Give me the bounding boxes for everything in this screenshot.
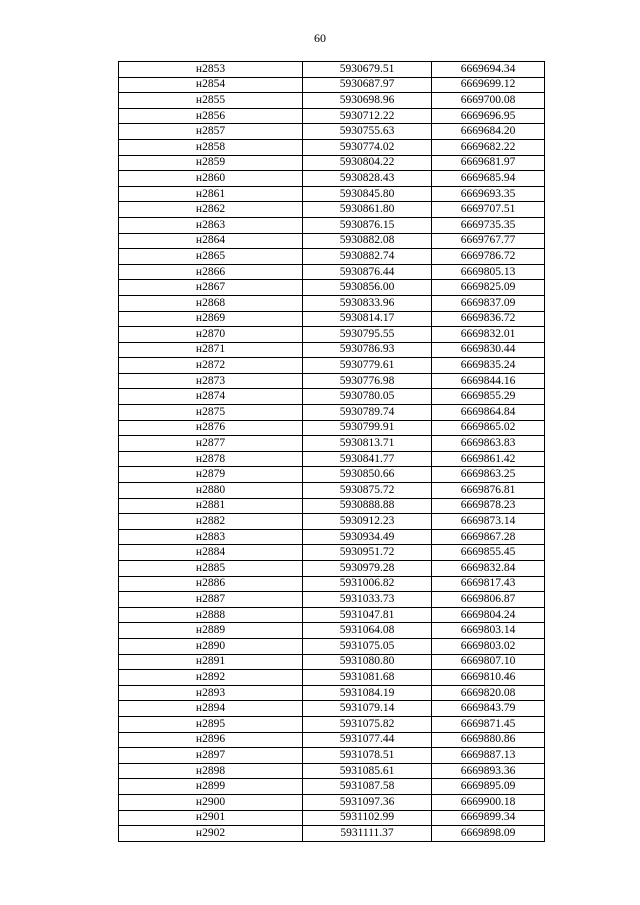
y-coordinate-cell: 6669807.10 <box>432 654 545 670</box>
point-id-cell: н2853 <box>119 62 303 78</box>
x-coordinate-cell: 5931097.36 <box>303 794 432 810</box>
y-coordinate-cell: 6669805.13 <box>432 264 545 280</box>
table-row <box>119 186 545 202</box>
x-coordinate-cell: 5931075.05 <box>303 638 432 654</box>
x-coordinate-cell: 5931006.82 <box>303 576 432 592</box>
point-id-cell: н2868 <box>119 295 303 311</box>
table-row <box>119 311 545 327</box>
table-row <box>119 592 545 608</box>
y-coordinate-cell: 6669810.46 <box>432 670 545 686</box>
table-row <box>119 62 545 78</box>
y-coordinate-cell: 6669899.34 <box>432 810 545 826</box>
point-id-cell: н2892 <box>119 670 303 686</box>
table-row <box>119 545 545 561</box>
table-row <box>119 202 545 218</box>
x-coordinate-cell: 5930979.28 <box>303 561 432 577</box>
point-id-cell: н2858 <box>119 139 303 155</box>
table-row <box>119 389 545 405</box>
y-coordinate-cell: 6669887.13 <box>432 748 545 764</box>
point-id-cell: н2896 <box>119 732 303 748</box>
table-row <box>119 763 545 779</box>
point-id-cell: н2898 <box>119 763 303 779</box>
y-coordinate-cell: 6669876.81 <box>432 483 545 499</box>
x-coordinate-cell: 5931077.44 <box>303 732 432 748</box>
table-row <box>119 373 545 389</box>
point-id-cell: н2899 <box>119 779 303 795</box>
y-coordinate-cell: 6669855.29 <box>432 389 545 405</box>
table-row <box>119 358 545 374</box>
x-coordinate-cell: 5930698.96 <box>303 93 432 109</box>
x-coordinate-cell: 5930876.44 <box>303 264 432 280</box>
x-coordinate-cell: 5930934.49 <box>303 529 432 545</box>
table-row <box>119 779 545 795</box>
x-coordinate-cell: 5930845.80 <box>303 186 432 202</box>
point-id-cell: н2897 <box>119 748 303 764</box>
y-coordinate-cell: 6669895.09 <box>432 779 545 795</box>
y-coordinate-cell: 6669707.51 <box>432 202 545 218</box>
point-id-cell: н2870 <box>119 327 303 343</box>
x-coordinate-cell: 5931079.14 <box>303 701 432 717</box>
x-coordinate-cell: 5930786.93 <box>303 342 432 358</box>
y-coordinate-cell: 6669898.09 <box>432 826 545 842</box>
y-coordinate-cell: 6669855.45 <box>432 545 545 561</box>
table-row <box>119 794 545 810</box>
table-row <box>119 576 545 592</box>
table-row <box>119 483 545 499</box>
x-coordinate-cell: 5930776.98 <box>303 373 432 389</box>
x-coordinate-cell: 5930779.61 <box>303 358 432 374</box>
point-id-cell: н2895 <box>119 716 303 732</box>
x-coordinate-cell: 5930795.55 <box>303 327 432 343</box>
x-coordinate-cell: 5931087.58 <box>303 779 432 795</box>
point-id-cell: н2889 <box>119 623 303 639</box>
table-row <box>119 124 545 140</box>
table-row <box>119 561 545 577</box>
x-coordinate-cell: 5930712.22 <box>303 108 432 124</box>
x-coordinate-cell: 5930687.97 <box>303 77 432 93</box>
point-id-cell: н2872 <box>119 358 303 374</box>
y-coordinate-cell: 6669832.84 <box>432 561 545 577</box>
point-id-cell: н2877 <box>119 436 303 452</box>
y-coordinate-cell: 6669843.79 <box>432 701 545 717</box>
table-row <box>119 217 545 233</box>
y-coordinate-cell: 6669865.02 <box>432 420 545 436</box>
x-coordinate-cell: 5931080.80 <box>303 654 432 670</box>
x-coordinate-cell: 5931064.08 <box>303 623 432 639</box>
y-coordinate-cell: 6669830.44 <box>432 342 545 358</box>
point-id-cell: н2893 <box>119 685 303 701</box>
table-row <box>119 327 545 343</box>
y-coordinate-cell: 6669832.01 <box>432 327 545 343</box>
y-coordinate-cell: 6669693.35 <box>432 186 545 202</box>
y-coordinate-cell: 6669835.24 <box>432 358 545 374</box>
x-coordinate-cell: 5930912.23 <box>303 514 432 530</box>
y-coordinate-cell: 6669871.45 <box>432 716 545 732</box>
y-coordinate-cell: 6669867.28 <box>432 529 545 545</box>
table-row <box>119 701 545 717</box>
point-id-cell: н2866 <box>119 264 303 280</box>
x-coordinate-cell: 5930813.71 <box>303 436 432 452</box>
point-id-cell: н2875 <box>119 405 303 421</box>
table-row <box>119 233 545 249</box>
x-coordinate-cell: 5930850.66 <box>303 467 432 483</box>
table-row <box>119 826 545 842</box>
point-id-cell: н2886 <box>119 576 303 592</box>
y-coordinate-cell: 6669786.72 <box>432 249 545 265</box>
y-coordinate-cell: 6669880.86 <box>432 732 545 748</box>
point-id-cell: н2871 <box>119 342 303 358</box>
x-coordinate-cell: 5930861.80 <box>303 202 432 218</box>
point-id-cell: н2859 <box>119 155 303 171</box>
point-id-cell: н2901 <box>119 810 303 826</box>
table-row <box>119 716 545 732</box>
x-coordinate-cell: 5930833.96 <box>303 295 432 311</box>
x-coordinate-cell: 5930814.17 <box>303 311 432 327</box>
point-id-cell: н2881 <box>119 498 303 514</box>
y-coordinate-cell: 6669681.97 <box>432 155 545 171</box>
y-coordinate-cell: 6669803.14 <box>432 623 545 639</box>
point-id-cell: н2884 <box>119 545 303 561</box>
y-coordinate-cell: 6669700.08 <box>432 93 545 109</box>
x-coordinate-cell: 5930876.15 <box>303 217 432 233</box>
point-id-cell: н2861 <box>119 186 303 202</box>
y-coordinate-cell: 6669694.34 <box>432 62 545 78</box>
point-id-cell: н2883 <box>119 529 303 545</box>
point-id-cell: н2869 <box>119 311 303 327</box>
y-coordinate-cell: 6669878.23 <box>432 498 545 514</box>
x-coordinate-cell: 5931084.19 <box>303 685 432 701</box>
point-id-cell: н2887 <box>119 592 303 608</box>
point-id-cell: н2873 <box>119 373 303 389</box>
table-row <box>119 498 545 514</box>
table-row <box>119 155 545 171</box>
point-id-cell: н2867 <box>119 280 303 296</box>
x-coordinate-cell: 5931111.37 <box>303 826 432 842</box>
y-coordinate-cell: 6669696.95 <box>432 108 545 124</box>
y-coordinate-cell: 6669844.16 <box>432 373 545 389</box>
y-coordinate-cell: 6669806.87 <box>432 592 545 608</box>
y-coordinate-cell: 6669836.72 <box>432 311 545 327</box>
table-row <box>119 108 545 124</box>
point-id-cell: н2879 <box>119 467 303 483</box>
table-row <box>119 93 545 109</box>
table-row <box>119 249 545 265</box>
point-id-cell: н2860 <box>119 171 303 187</box>
coordinates-table <box>118 61 545 842</box>
point-id-cell: н2882 <box>119 514 303 530</box>
y-coordinate-cell: 6669817.43 <box>432 576 545 592</box>
table-row <box>119 264 545 280</box>
table-row <box>119 638 545 654</box>
x-coordinate-cell: 5930804.22 <box>303 155 432 171</box>
y-coordinate-cell: 6669685.94 <box>432 171 545 187</box>
table-row <box>119 623 545 639</box>
y-coordinate-cell: 6669699.12 <box>432 77 545 93</box>
point-id-cell: н2890 <box>119 638 303 654</box>
point-id-cell: н2888 <box>119 607 303 623</box>
y-coordinate-cell: 6669820.08 <box>432 685 545 701</box>
x-coordinate-cell: 5930856.00 <box>303 280 432 296</box>
y-coordinate-cell: 6669864.84 <box>432 405 545 421</box>
y-coordinate-cell: 6669893.36 <box>432 763 545 779</box>
x-coordinate-cell: 5930951.72 <box>303 545 432 561</box>
y-coordinate-cell: 6669767.77 <box>432 233 545 249</box>
table-row <box>119 810 545 826</box>
point-id-cell: н2863 <box>119 217 303 233</box>
x-coordinate-cell: 5930799.91 <box>303 420 432 436</box>
x-coordinate-cell: 5930755.63 <box>303 124 432 140</box>
x-coordinate-cell: 5930841.77 <box>303 451 432 467</box>
point-id-cell: н2864 <box>119 233 303 249</box>
x-coordinate-cell: 5931033.73 <box>303 592 432 608</box>
x-coordinate-cell: 5931085.61 <box>303 763 432 779</box>
table-row <box>119 451 545 467</box>
table-row <box>119 467 545 483</box>
table-row <box>119 420 545 436</box>
y-coordinate-cell: 6669861.42 <box>432 451 545 467</box>
x-coordinate-cell: 5931102.99 <box>303 810 432 826</box>
point-id-cell: н2856 <box>119 108 303 124</box>
table-row <box>119 748 545 764</box>
y-coordinate-cell: 6669873.14 <box>432 514 545 530</box>
x-coordinate-cell: 5930875.72 <box>303 483 432 499</box>
point-id-cell: н2854 <box>119 77 303 93</box>
table-row <box>119 77 545 93</box>
table-row <box>119 342 545 358</box>
x-coordinate-cell: 5931047.81 <box>303 607 432 623</box>
table-row <box>119 732 545 748</box>
table-row <box>119 685 545 701</box>
table-row <box>119 280 545 296</box>
point-id-cell: н2876 <box>119 420 303 436</box>
coordinates-table-body <box>119 62 545 842</box>
x-coordinate-cell: 5930789.74 <box>303 405 432 421</box>
y-coordinate-cell: 6669863.83 <box>432 436 545 452</box>
x-coordinate-cell: 5930888.88 <box>303 498 432 514</box>
point-id-cell: н2855 <box>119 93 303 109</box>
x-coordinate-cell: 5930882.74 <box>303 249 432 265</box>
y-coordinate-cell: 6669735.35 <box>432 217 545 233</box>
point-id-cell: н2880 <box>119 483 303 499</box>
y-coordinate-cell: 6669863.25 <box>432 467 545 483</box>
table-row <box>119 405 545 421</box>
y-coordinate-cell: 6669900.18 <box>432 794 545 810</box>
x-coordinate-cell: 5930679.51 <box>303 62 432 78</box>
y-coordinate-cell: 6669803.02 <box>432 638 545 654</box>
x-coordinate-cell: 5930774.02 <box>303 139 432 155</box>
table-row <box>119 529 545 545</box>
x-coordinate-cell: 5930828.43 <box>303 171 432 187</box>
y-coordinate-cell: 6669804.24 <box>432 607 545 623</box>
x-coordinate-cell: 5930780.05 <box>303 389 432 405</box>
table-row <box>119 670 545 686</box>
y-coordinate-cell: 6669837.09 <box>432 295 545 311</box>
point-id-cell: н2862 <box>119 202 303 218</box>
table-row <box>119 514 545 530</box>
point-id-cell: н2900 <box>119 794 303 810</box>
point-id-cell: н2885 <box>119 561 303 577</box>
x-coordinate-cell: 5930882.08 <box>303 233 432 249</box>
x-coordinate-cell: 5931081.68 <box>303 670 432 686</box>
table-row <box>119 295 545 311</box>
table-row <box>119 436 545 452</box>
x-coordinate-cell: 5931075.82 <box>303 716 432 732</box>
table-row <box>119 607 545 623</box>
point-id-cell: н2894 <box>119 701 303 717</box>
x-coordinate-cell: 5931078.51 <box>303 748 432 764</box>
point-id-cell: н2878 <box>119 451 303 467</box>
point-id-cell: н2865 <box>119 249 303 265</box>
table-row <box>119 654 545 670</box>
y-coordinate-cell: 6669684.20 <box>432 124 545 140</box>
table-row <box>119 171 545 187</box>
point-id-cell: н2874 <box>119 389 303 405</box>
y-coordinate-cell: 6669825.09 <box>432 280 545 296</box>
page-number: 60 <box>314 31 326 45</box>
table-row <box>119 139 545 155</box>
point-id-cell: н2902 <box>119 826 303 842</box>
point-id-cell: н2891 <box>119 654 303 670</box>
point-id-cell: н2857 <box>119 124 303 140</box>
y-coordinate-cell: 6669682.22 <box>432 139 545 155</box>
